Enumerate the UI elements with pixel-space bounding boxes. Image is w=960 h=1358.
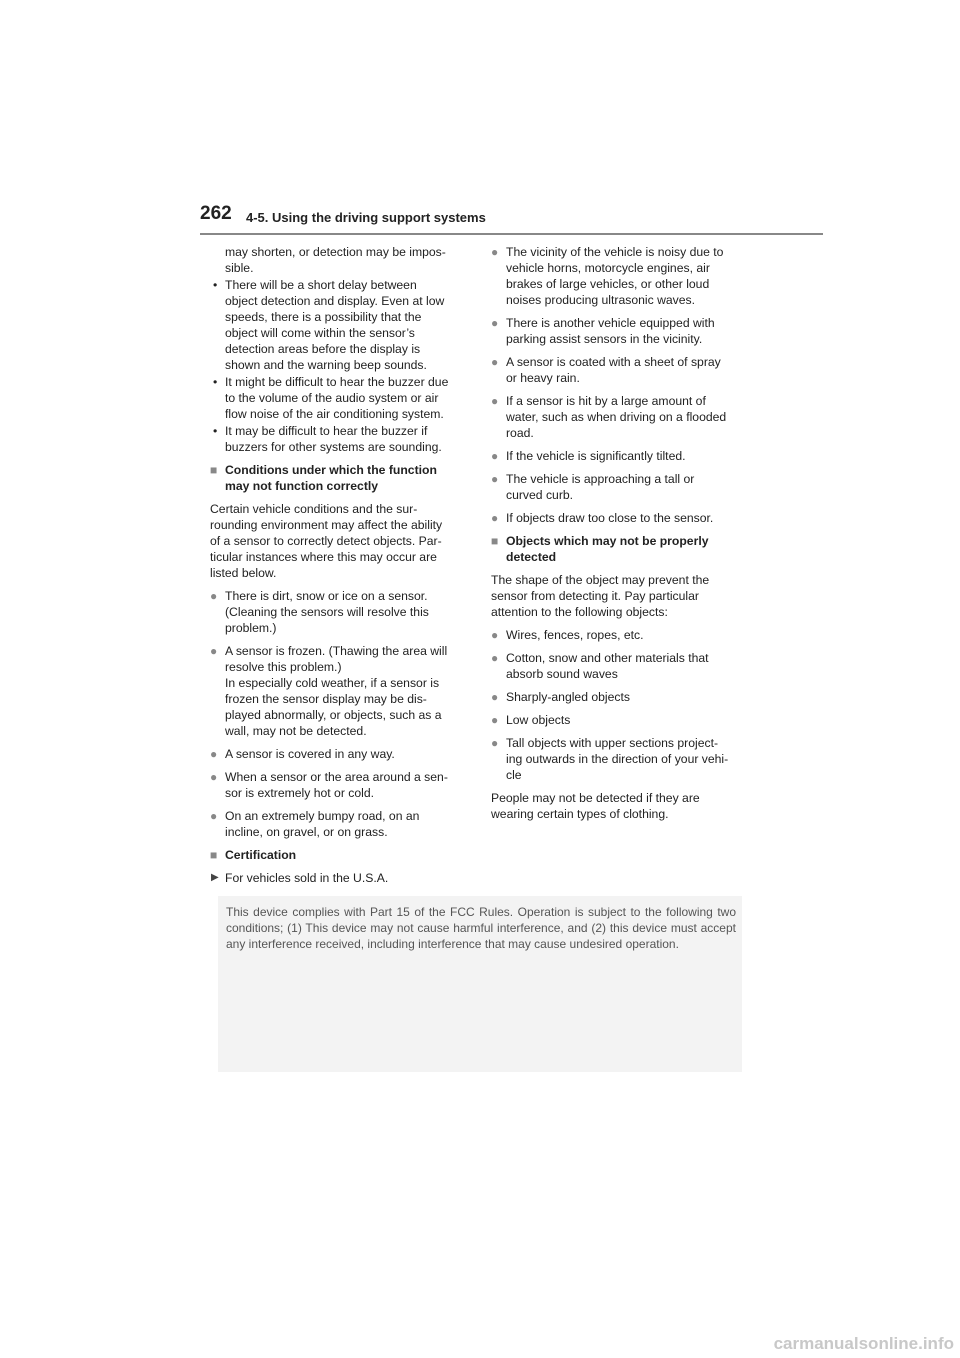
text-line: speeds, there is a possibility that the — [225, 310, 422, 324]
text-line: If objects draw too close to the sensor. — [506, 511, 714, 525]
sub-list-item — [210, 374, 472, 422]
text-line: resolve this problem.) — [225, 660, 342, 674]
bullet-item — [491, 315, 753, 347]
header-rule — [200, 233, 823, 235]
paragraph — [210, 501, 472, 581]
text-line: problem.) — [225, 621, 277, 635]
text-line: The vehicle is approaching a tall or — [506, 472, 695, 486]
bullet-dot-icon: • — [213, 375, 218, 389]
circle-bullet-icon: ● — [491, 628, 499, 642]
text-line: ing outwards in the direction of your vehi- — [506, 752, 729, 766]
text-line: The vicinity of the vehicle is noisy due to — [506, 245, 724, 259]
bullet-dot-icon: • — [213, 424, 218, 438]
square-marker-icon: ■ — [491, 534, 499, 548]
circle-bullet-icon: ● — [491, 511, 499, 525]
bullet-item — [491, 712, 753, 728]
text-line: In especially cold weather, if a sensor is — [225, 676, 440, 690]
right-column — [491, 244, 753, 829]
circle-bullet-icon: ● — [491, 316, 499, 330]
bullet-item — [491, 735, 753, 783]
text-line: Tall objects with upper sections project- — [506, 736, 719, 750]
text-line: to the volume of the audio system or air — [225, 391, 439, 405]
text-line: water, such as when driving on a flooded — [506, 410, 727, 424]
circle-bullet-icon: ● — [491, 736, 499, 750]
text-line: wall, may not be detected. — [225, 724, 367, 738]
paragraph — [491, 572, 753, 620]
circle-bullet-icon: ● — [210, 747, 218, 761]
section-title: 4-5. Using the driving support systems — [246, 210, 486, 225]
bullet-item — [491, 448, 753, 464]
circle-bullet-icon: ● — [210, 589, 218, 603]
text-line: may shorten, or detection may be impos- — [225, 245, 446, 259]
text-line: If the vehicle is significantly tilted. — [506, 449, 686, 463]
bullet-item — [210, 746, 472, 762]
text-line: noises producing ultrasonic waves. — [506, 293, 696, 307]
bullet-item — [491, 650, 753, 682]
text-line: The shape of the object may prevent the — [491, 573, 710, 587]
square-marker-icon: ■ — [210, 463, 218, 477]
circle-bullet-icon: ● — [491, 245, 499, 259]
left-column — [210, 244, 472, 893]
text-line: cle — [506, 768, 522, 782]
circle-bullet-icon: ● — [210, 809, 218, 823]
text-line: A sensor is frozen. (Thawing the area will — [225, 644, 448, 658]
square-marker-icon: ■ — [210, 848, 218, 862]
subheading-certification — [210, 847, 472, 863]
text-line: It might be difficult to hear the buzzer due — [225, 375, 449, 389]
text-line: Certain vehicle conditions and the sur- — [210, 502, 418, 516]
text-line: attention to the following objects: — [491, 605, 668, 619]
text-line: sor is extremely hot or cold. — [225, 786, 375, 800]
bullet-dot-icon: • — [213, 278, 218, 292]
text-line: vehicle horns, motorcycle engines, air — [506, 261, 710, 275]
text-line: of a sensor to correctly detect objects. Par- — [210, 534, 442, 548]
circle-bullet-icon: ● — [491, 651, 499, 665]
text-line: incline, on gravel, or on grass. — [225, 825, 388, 839]
circle-bullet-icon: ● — [491, 449, 499, 463]
bullet-item — [210, 588, 472, 636]
circle-bullet-icon: ● — [210, 770, 218, 784]
text-line: Wires, fences, ropes, etc. — [506, 628, 644, 642]
bullet-item — [491, 354, 753, 386]
subheading-conditions — [210, 462, 472, 494]
sub-list-item — [210, 423, 472, 455]
subheading-objects — [491, 533, 753, 565]
bullet-item — [491, 393, 753, 441]
text-line: There will be a short delay between — [225, 278, 417, 292]
bullet-item — [491, 510, 753, 526]
circle-bullet-icon: ● — [491, 713, 499, 727]
watermark: carmanualsonline.info — [773, 1334, 954, 1353]
text-line: curved curb. — [506, 488, 574, 502]
text-line: sible. — [225, 261, 254, 275]
text-line: When a sensor or the area around a sen- — [225, 770, 448, 784]
text-line: Certification — [225, 848, 297, 862]
text-line: absorb sound waves — [506, 667, 618, 681]
text-line: There is dirt, snow or ice on a sensor. — [225, 589, 428, 603]
fcc-notice-text: This device complies with Part 15 of the FCC Rules. Operation is subject to the following two conditions; (1) This device may not cause harmful interference, and (2) this device must accept any interference received, including interference that may cause undesired operation. — [226, 905, 736, 951]
text-line: A sensor is covered in any way. — [225, 747, 395, 761]
bullet-item — [491, 627, 753, 643]
text-line: listed below. — [210, 566, 277, 580]
text-line: or heavy rain. — [506, 371, 580, 385]
region-item — [210, 870, 472, 886]
text-line: object detection and display. Even at low — [225, 294, 445, 308]
page-number: 262 — [200, 203, 232, 224]
text-line: (Cleaning the sensors will resolve this — [225, 605, 429, 619]
text-line: flow noise of the air conditioning system. — [225, 407, 444, 421]
text-line: People may not be detected if they are — [491, 791, 700, 805]
text-line: sensor from detecting it. Pay particular — [491, 589, 699, 603]
arrow-right-icon: ▶ — [211, 872, 219, 883]
text-line: object will come within the sensor’s — [225, 326, 415, 340]
sub-list-item — [210, 277, 472, 373]
text-line: A sensor is coated with a sheet of spray — [506, 355, 721, 369]
text-line: parking assist sensors in the vicinity. — [506, 332, 703, 346]
text-line: detected — [506, 550, 557, 564]
text-line: Cotton, snow and other materials that — [506, 651, 709, 665]
text-line: frozen the sensor display may be dis- — [225, 692, 427, 706]
text-line: played abnormally, or objects, such as a — [225, 708, 442, 722]
text-line: There is another vehicle equipped with — [506, 316, 715, 330]
circle-bullet-icon: ● — [491, 690, 499, 704]
bullet-item — [210, 643, 472, 739]
text-line: buzzers for other systems are sounding. — [225, 440, 442, 454]
text-line: rounding environment may affect the ability — [210, 518, 443, 532]
bullet-item — [210, 808, 472, 840]
bullet-item — [491, 689, 753, 705]
text-line: detection areas before the display is — [225, 342, 421, 356]
paragraph — [491, 790, 753, 822]
text-line: On an extremely bumpy road, on an — [225, 809, 420, 823]
text-line: For vehicles sold in the U.S.A. — [225, 871, 389, 885]
text-line: Conditions under which the function — [225, 463, 437, 477]
circle-bullet-icon: ● — [491, 472, 499, 486]
text-line: shown and the warning beep sounds. — [225, 358, 427, 372]
text-line: ticular instances where this may occur are — [210, 550, 437, 564]
text-line: If a sensor is hit by a large amount of — [506, 394, 706, 408]
bullet-item — [210, 769, 472, 801]
text-line: Sharply-angled objects — [506, 690, 630, 704]
text-line: brakes of large vehicles, or other loud — [506, 277, 710, 291]
text-line: Low objects — [506, 713, 571, 727]
bullet-item — [491, 244, 753, 308]
text-line: Objects which may not be properly — [506, 534, 709, 548]
circle-bullet-icon: ● — [210, 644, 218, 658]
circle-bullet-icon: ● — [491, 394, 499, 408]
text-line: road. — [506, 426, 534, 440]
circle-bullet-icon: ● — [491, 355, 499, 369]
text-line: It may be difficult to hear the buzzer if — [225, 424, 428, 438]
text-line: may not function correctly — [225, 479, 379, 493]
bullet-item — [491, 471, 753, 503]
continued-text — [225, 244, 472, 276]
text-line: wearing certain types of clothing. — [491, 807, 669, 821]
